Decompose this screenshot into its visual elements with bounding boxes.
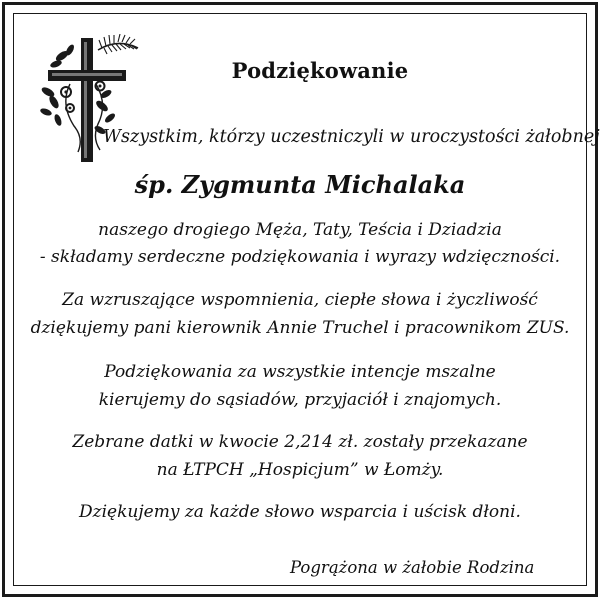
paragraph-3-line-1: Podziękowania za wszystkie intencje mszalne: [104, 362, 496, 382]
notice-title: Podziękowanie: [231, 58, 409, 83]
paragraph-4-line-1: Zebrane datki w kwocie 2,214 zł. zostały przekazane: [72, 432, 528, 452]
paragraph-3-line-2: kierujemy do sąsiadów, przyjaciół i znajomych.: [98, 390, 502, 410]
paragraph-2-line-1: Za wzruszające wspomnienia, ciepłe słowa i życzliwość: [62, 290, 538, 310]
paragraph-5-line-1: Dziękujemy za każde słowo wsparcia i uścisk dłoni.: [79, 502, 521, 522]
signature: Pogrążona w żałobie Rodzina: [290, 558, 535, 577]
paragraph-2-line-2: dziękujemy pani kierownik Annie Truchel i pracownikom ZUS.: [30, 318, 570, 338]
deceased-name: śp. Zygmunta Michalaka: [134, 170, 466, 199]
paragraph-1-line-2: - składamy serdeczne podziękowania i wyrazy wdzięczności.: [39, 247, 561, 267]
intro-line: Wszystkim, którzy uczestniczyli w uroczystości żałobnej: [103, 127, 600, 147]
paragraph-1-line-1: naszego drogiego Męża, Taty, Teścia i Dziadzia: [98, 220, 502, 240]
paragraph-4-line-2: na ŁTPCH „Hospicjum” w Łomży.: [156, 460, 444, 480]
